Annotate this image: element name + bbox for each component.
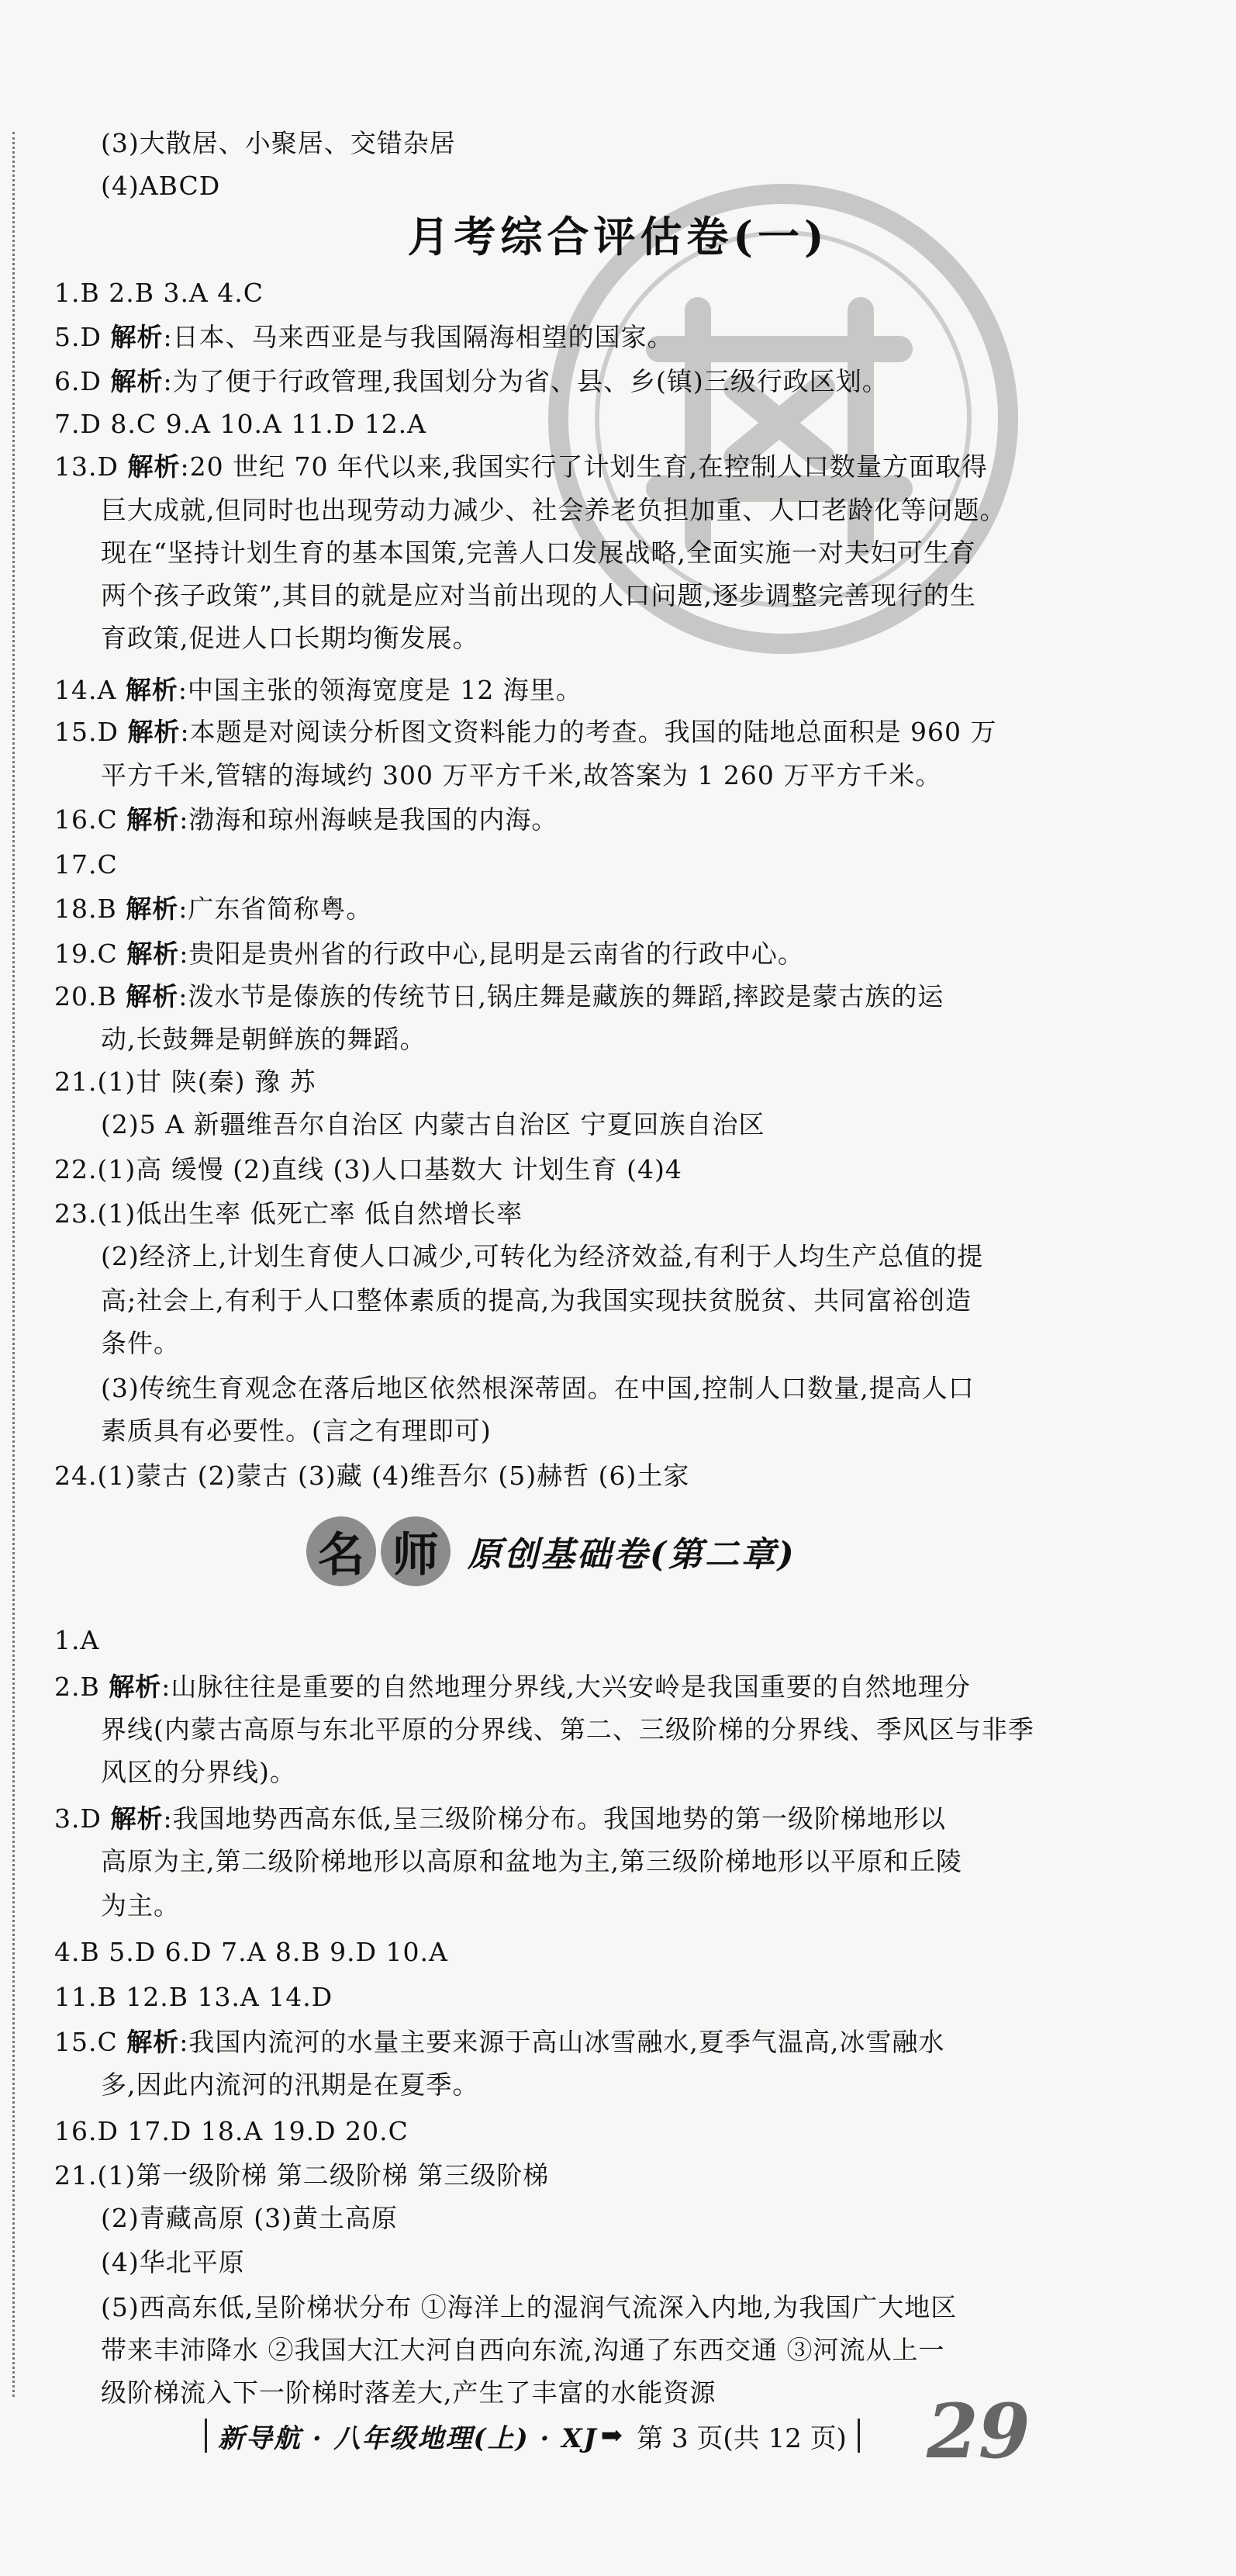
answer-key: 3.D [54, 1803, 102, 1834]
answer-line: 巨大成就,但同时也出现劳动力减少、社会养老负担加重、人口老龄化等问题。 [101, 495, 1006, 525]
answer-line: (5)西高东低,呈阶梯状分布 ①海洋上的湿润气流深入内地,为我国广大地区 [101, 2292, 958, 2322]
answer-line: 1.B 2.B 3.A 4.C [54, 278, 264, 308]
explanation-label: 解析 [110, 322, 164, 352]
explanation-text: :20 世纪 70 年代以来,我国实行了计划生育,在控制人口数量方面取得 [180, 451, 989, 482]
answer-key: 15.D [54, 717, 119, 747]
section-title-monthly: 月考综合评估卷(一) [407, 212, 829, 261]
answer-line: 7.D 8.C 9.A 10.A 11.D 12.A [54, 409, 427, 439]
answer-line: 高;社会上,有利于人口整体素质的提高,为我国实现扶贫脱贫、共同富裕创造 [101, 1285, 972, 1316]
explanation-text: :泼水节是傣族的传统节日,锅庄舞是藏族的舞蹈,摔跤是蒙古族的运 [178, 981, 944, 1011]
answer-key: 20.B [54, 981, 117, 1011]
binding-dotted-line [12, 132, 15, 2397]
title-badge-ming: 名 [306, 1516, 376, 1586]
explanation-label: 解析 [127, 451, 181, 482]
answer-line: 育政策,促进人口长期均衡发展。 [101, 623, 479, 653]
page-count: 第 3 页(共 12 页) [637, 2422, 847, 2454]
explanation-label: 解析 [110, 366, 164, 396]
answer-line: 17.C [54, 849, 118, 880]
explanation-label: 解析 [126, 894, 179, 924]
answer-line: 素质具有必要性。(言之有理即可) [101, 1416, 492, 1446]
answer-line: (2)青藏高原 (3)黄土高原 [101, 2203, 398, 2233]
explanation-label: 解析 [126, 939, 180, 969]
explanation-text: :本题是对阅读分析图文资料能力的考查。我国的陆地总面积是 960 万 [180, 717, 997, 747]
answer-line: (2)经济上,计划生育使人口减少,可转化为经济效益,有利于人均生产总值的提 [101, 1241, 984, 1271]
answer-key: 14.A [54, 675, 117, 705]
answer-key: 13.D [54, 451, 119, 482]
explanation-label: 解析 [109, 1672, 162, 1702]
section-title-basic [306, 1516, 796, 1586]
answer-line: 4.B 5.D 6.D 7.A 8.B 9.D 10.A [54, 1937, 448, 1967]
answer-line: 为主。 [101, 1890, 180, 1921]
answer-line: (3)大散居、小聚居、交错杂居 [101, 128, 456, 158]
answer-key: 5.D [54, 322, 102, 352]
answer-line [54, 675, 1047, 706]
answer-line [54, 2027, 1047, 2058]
explanation-text: :为了便于行政管理,我国划分为省、县、乡(镇)三级行政区划。 [163, 366, 889, 396]
title-badge-shi: 师 [381, 1516, 451, 1586]
answer-line: 21.(1)第一级阶梯 第二级阶梯 第三级阶梯 [54, 2160, 550, 2190]
explanation-text: :我国地势西高东低,呈三级阶梯分布。我国地势的第一级阶梯地形以 [163, 1803, 947, 1834]
explanation-text: :中国主张的领海宽度是 12 海里。 [178, 675, 582, 705]
answer-line: 平方千米,管辖的海域约 300 万平方千米,故答案为 1 260 万平方千米。 [101, 760, 942, 790]
answer-key: 16.C [54, 804, 118, 835]
answer-key: 2.B [54, 1672, 100, 1702]
answer-line [54, 322, 1047, 353]
answer-line: 高原为主,第二级阶梯地形以高原和盆地为主,第三级阶梯地形以平原和丘陵 [101, 1846, 962, 1876]
explanation-text: :贵阳是贵州省的行政中心,昆明是云南省的行政中心。 [179, 939, 804, 969]
explanation-label: 解析 [126, 2027, 180, 2057]
explanation-label: 解析 [125, 675, 178, 705]
explanation-text: :渤海和琼州海峡是我国的内海。 [179, 804, 558, 835]
answer-line: 22.(1)高 缓慢 (2)直线 (3)人口基数大 计划生育 (4)4 [54, 1154, 682, 1184]
answer-line [54, 804, 1047, 835]
answer-line: 两个孩子政策”,其目的就是应对当前出现的人口问题,逐步调整完善现行的生 [101, 580, 976, 610]
answer-line: 11.B 12.B 13.A 14.D [54, 1982, 333, 2012]
explanation-text: :山脉往往是重要的自然地理分界线,大兴安岭是我国重要的自然地理分 [161, 1672, 971, 1702]
page-footer [194, 2412, 871, 2459]
explanation-label: 解析 [110, 1803, 164, 1834]
answer-line: 多,因此内流河的汛期是在夏季。 [101, 2069, 479, 2100]
answer-line: 23.(1)低出生率 低死亡率 低自然增长率 [54, 1198, 523, 1229]
answer-line [54, 1672, 1047, 1703]
answer-line: 24.(1)蒙古 (2)蒙古 (3)藏 (4)维吾尔 (5)赫哲 (6)土家 [54, 1461, 690, 1491]
explanation-text: :日本、马来西亚是与我国隔海相望的国家。 [163, 322, 674, 352]
answer-line: 16.D 17.D 18.A 19.D 20.C [54, 2116, 409, 2146]
answer-line [54, 939, 1047, 970]
answer-line: (4)ABCD [101, 171, 221, 201]
answer-line: 带来丰沛降水 ②我国大江大河自西向东流,沟通了东西交通 ③河流从上一 [101, 2335, 945, 2365]
answer-line: 界线(内蒙古高原与东北平原的分界线、第二、三级阶梯的分界线、季风区与非季 [101, 1714, 1034, 1744]
explanation-label: 解析 [126, 981, 179, 1011]
answer-key: 18.B [54, 894, 117, 924]
book-title: 新导航 · 八年级地理(上) · XJ [218, 2422, 598, 2454]
explanation-label: 解析 [127, 717, 181, 747]
answer-line: 1.A [54, 1625, 100, 1655]
answer-line: 21.(1)甘 陕(秦) 豫 苏 [54, 1067, 316, 1097]
answer-line [54, 366, 1047, 397]
page-number: 29 [927, 2388, 1031, 2475]
answer-line [54, 717, 1047, 748]
answer-line: 条件。 [101, 1328, 180, 1358]
explanation-label: 解析 [126, 804, 180, 835]
answer-line: 风区的分界线)。 [101, 1757, 296, 1787]
answer-line [54, 894, 1047, 925]
explanation-text: :广东省简称粤。 [178, 894, 373, 924]
answer-line [54, 451, 1047, 482]
title-text: 原创基础卷(第二章) [468, 1535, 796, 1575]
answer-line [54, 981, 1047, 1012]
answer-key: 19.C [54, 939, 118, 969]
answer-line: (2)5 A 新疆维吾尔自治区 内蒙古自治区 宁夏回族自治区 [101, 1109, 765, 1139]
answer-key: 15.C [54, 2027, 118, 2057]
answer-line: 动,长鼓舞是朝鲜族的舞蹈。 [101, 1024, 426, 1054]
arrow-right-icon: ➡ [600, 2420, 623, 2451]
answer-line: 级阶梯流入下一阶梯时落差大,产生了丰富的水能资源 [101, 2377, 716, 2408]
answer-line: (4)华北平原 [101, 2247, 245, 2277]
answer-line: (3)传统生育观念在落后地区依然根深蒂固。在中国,控制人口数量,提高人口 [101, 1373, 975, 1403]
answer-line: 现在“坚持计划生育的基本国策,完善人口发展战略,全面实施一对夫妇可生育 [101, 538, 976, 568]
explanation-text: :我国内流河的水量主要来源于高山冰雪融水,夏季气温高,冰雪融水 [179, 2027, 945, 2057]
answer-line [54, 1803, 1047, 1834]
answer-key: 6.D [54, 366, 102, 396]
